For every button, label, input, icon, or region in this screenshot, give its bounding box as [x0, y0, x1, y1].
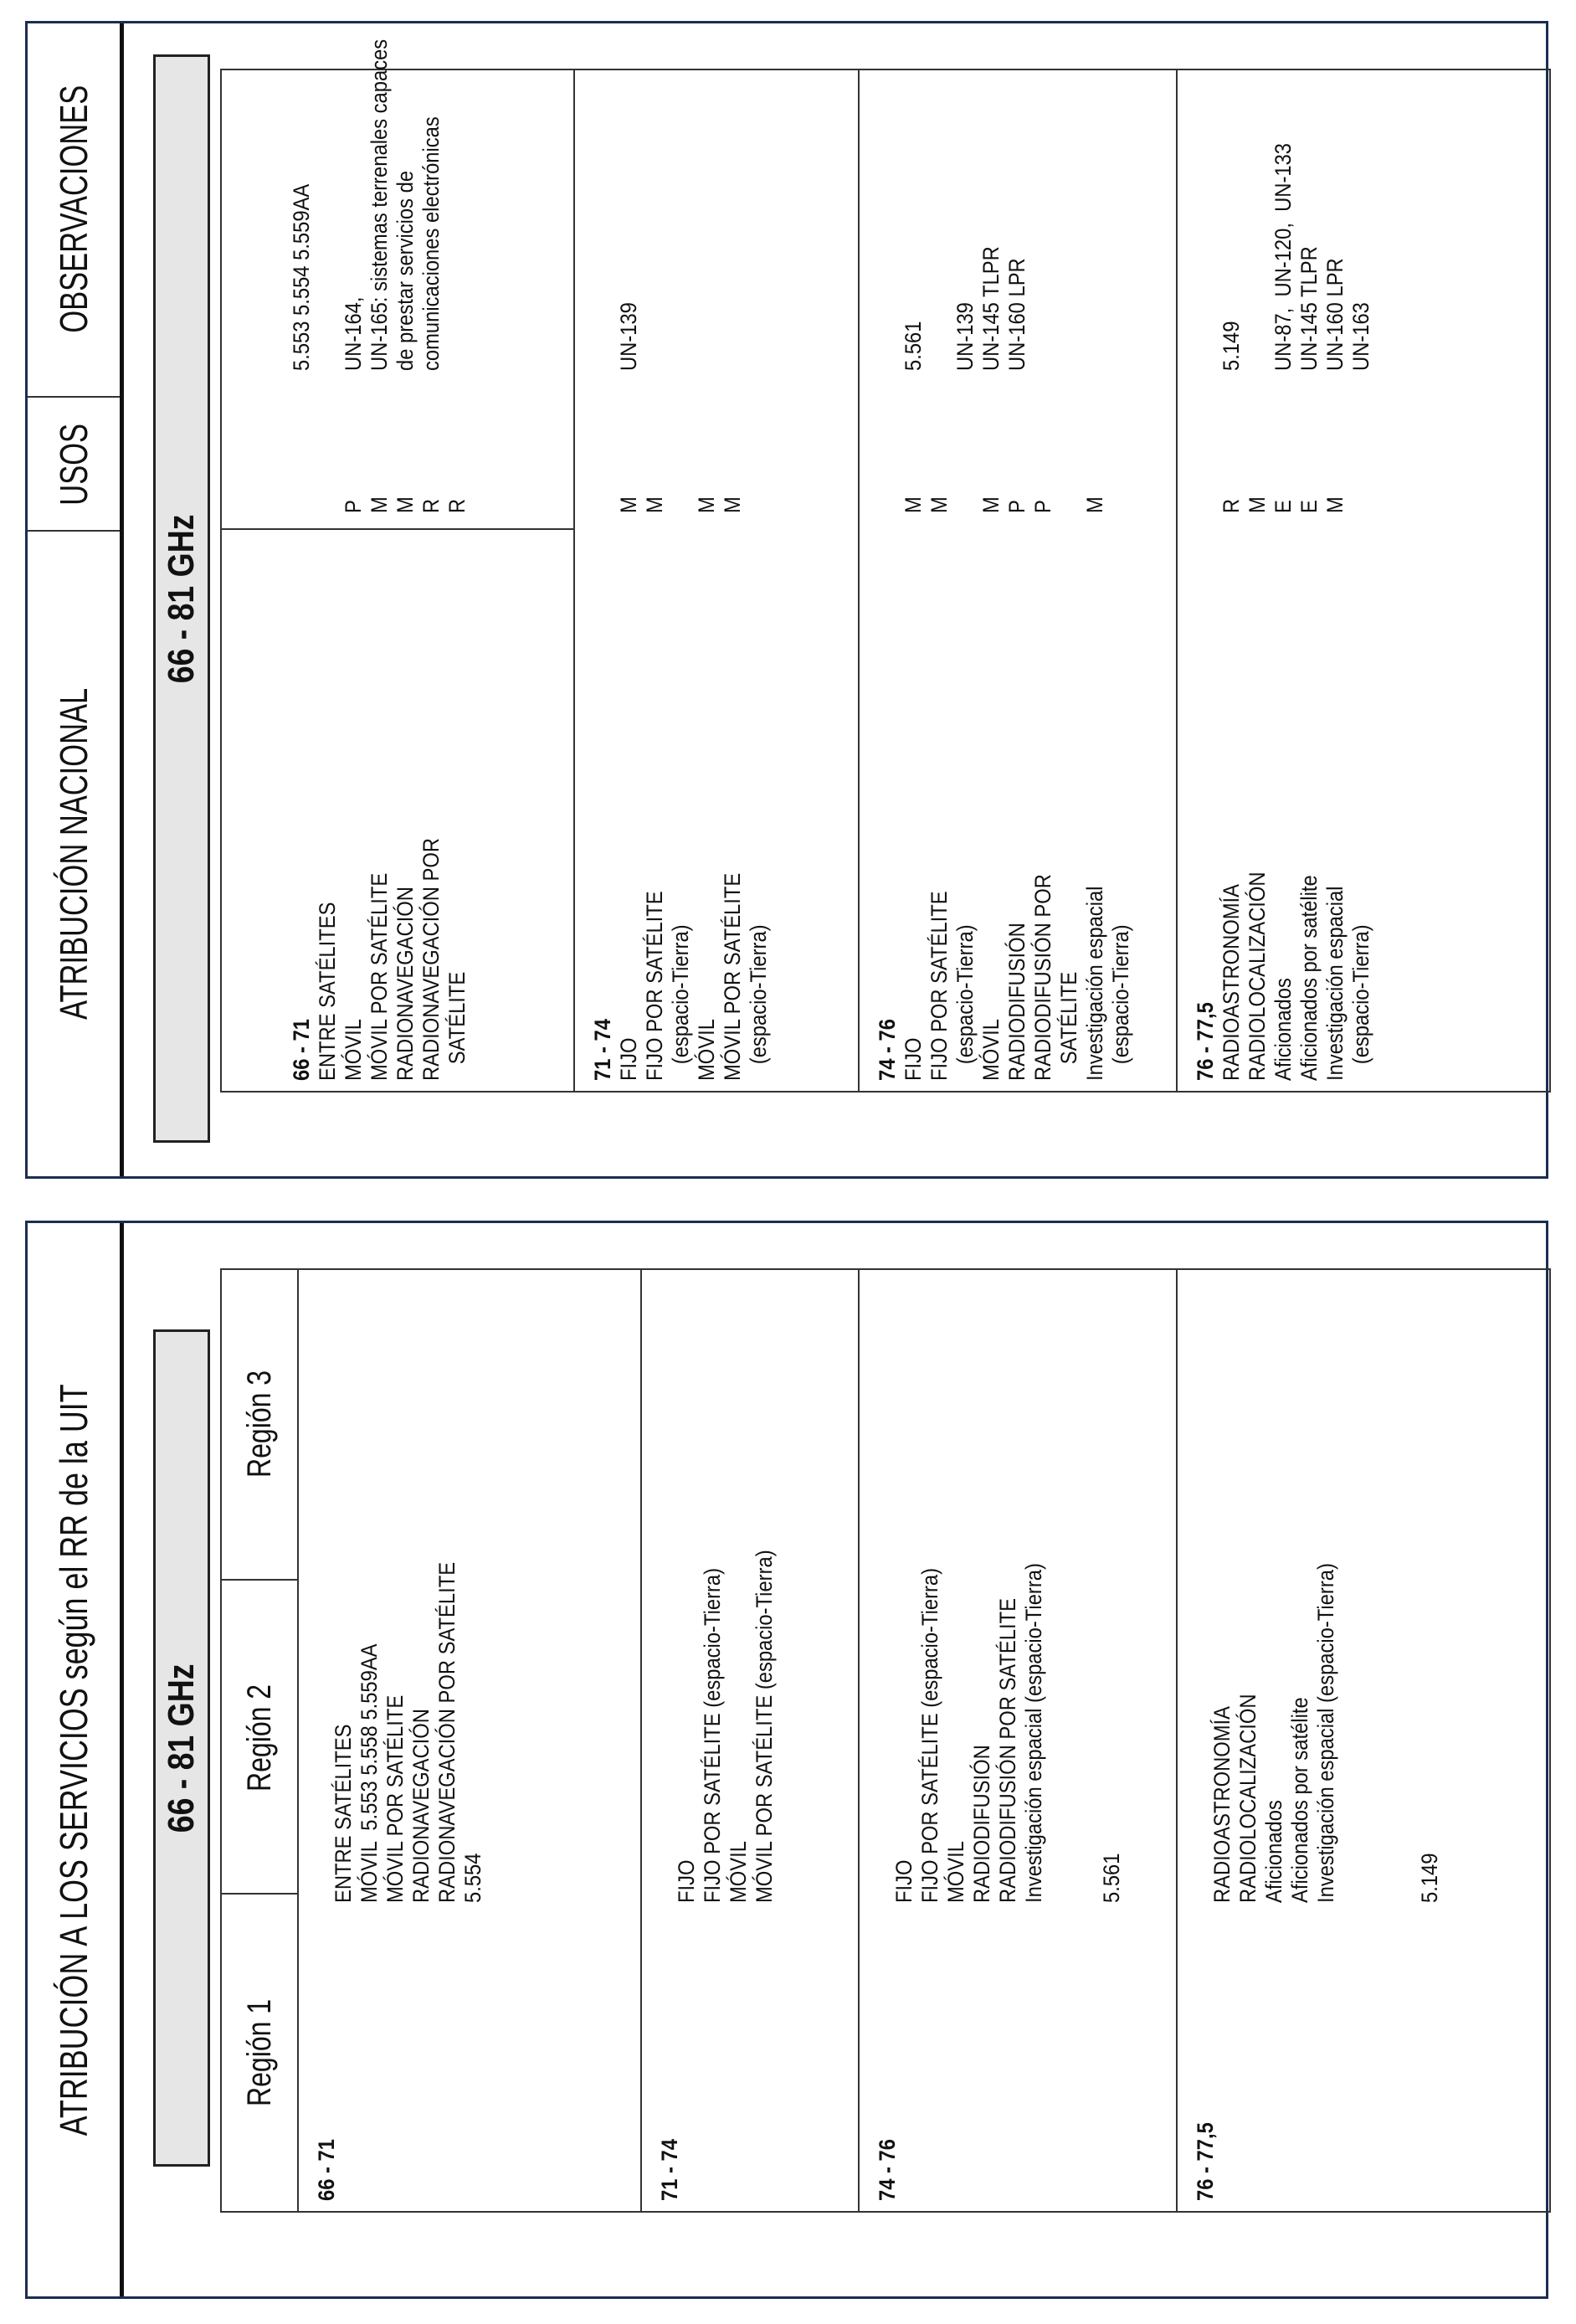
uit-services-71-74 — [674, 1502, 778, 1903]
divider — [120, 23, 124, 1176]
nac-obs-76-77-5 — [1219, 112, 1374, 371]
nac-band-text: 66 - 81 GHz — [161, 514, 202, 683]
nac-band — [153, 54, 210, 1143]
nac-usos-76-77-5 — [1219, 495, 1348, 514]
header-atribucion-text: ATRIBUCIÓN NACIONAL — [52, 687, 95, 1021]
nac-obs-66-71 — [289, 0, 444, 371]
nac-usos-74-76 — [901, 495, 1108, 514]
services-text: RADIOASTRONOMÍA RADIOLOCALIZACIÓN Aficionados Aficionados por satélite Investigación espacial (espacio-Tierra) 5.149 — [1209, 1563, 1442, 1903]
region-3-label: Región 3 — [240, 1370, 278, 1478]
uit-services-76-77-5 — [1209, 1517, 1443, 1903]
nac-obs-71-74 — [616, 293, 642, 371]
divider — [28, 530, 120, 532]
uit-band — [153, 1329, 210, 2167]
uit-panel — [25, 1221, 1548, 2299]
services-text: ENTRE SATÉLITES MÓVIL 5.553 5.558 5.559AA MÓVIL POR SATÉLITE RADIONAVEGACIÓN RADIONAVEGACIÓN POR SATÉLITE 5.554 — [331, 1561, 485, 1903]
range-text: 71 - 74 — [657, 2139, 682, 2201]
divider — [573, 70, 575, 1091]
divider — [222, 1893, 297, 1895]
header-observaciones — [28, 21, 120, 398]
usos-text: P M M R R — [341, 496, 470, 513]
obs-text: 5.553 5.554 5.559AA UN-164, UN-165: sistemas terrenales capaces de prestar servicios de comunicaciones electrónicas — [289, 39, 444, 371]
obs-text: UN-139 — [616, 302, 641, 371]
attr-text: FIJO FIJO POR SATÉLITE (espacio-Tierra) MÓVIL RADIODIFUSIÓN RADIODIFUSIÓN POR SATÉLITE Investigación espacial (espacio-Tierra) — [901, 874, 1133, 1081]
uit-range-76-77-5 — [1193, 2111, 1219, 2201]
uit-services-66-71 — [331, 1515, 486, 1903]
attr-text: FIJO FIJO POR SATÉLITE (espacio-Tierra) MÓVIL MÓVIL POR SATÉLITE (espacio-Tierra) — [616, 872, 771, 1081]
range-text: 76 - 77,5 — [1193, 1002, 1218, 1081]
divider — [858, 70, 860, 1091]
range-text: 74 - 76 — [875, 2139, 900, 2201]
divider — [28, 396, 120, 398]
uit-title — [28, 1223, 120, 2296]
nacional-panel — [25, 21, 1548, 1179]
nac-table — [220, 39, 1551, 1093]
usos-text: M M M M — [616, 496, 745, 513]
region-2-label: Región 2 — [240, 1684, 278, 1792]
services-text: FIJO FIJO POR SATÉLITE (espacio-Tierra) MÓVIL MÓVIL POR SATÉLITE (espacio-Tierra) — [674, 1550, 777, 1903]
obs-text: 5.561 UN-139 UN-145 TLPR UN-160 LPR — [901, 246, 1029, 371]
nac-attr-74-76 — [875, 846, 1134, 1081]
divider — [120, 1223, 124, 2296]
usos-text: M M M P P M — [901, 496, 1107, 513]
divider — [222, 1579, 297, 1581]
range-text: 66 - 71 — [314, 2139, 339, 2201]
nac-usos-66-71 — [341, 495, 470, 514]
uit-range-74-76 — [875, 2131, 901, 2201]
divider — [1176, 1270, 1178, 2211]
header-atribucion — [28, 532, 120, 1176]
region-2-header — [222, 1581, 297, 1895]
nac-usos-71-74 — [616, 495, 746, 514]
uit-services-74-76 — [891, 1517, 1125, 1903]
range-text: 66 - 71 — [289, 1019, 314, 1081]
nac-attr-66-71 — [289, 805, 470, 1081]
header-usos-text: USOS — [52, 424, 95, 506]
region-1-header — [222, 1895, 297, 2211]
uit-range-66-71 — [314, 2131, 340, 2201]
header-observaciones-text: OBSERVACIONES — [52, 85, 95, 333]
nac-attr-76-77-5 — [1193, 843, 1374, 1081]
nac-obs-74-76 — [901, 229, 1030, 371]
usos-text: R M E E M — [1219, 496, 1348, 513]
divider — [858, 1270, 860, 2211]
uit-title-text: ATRIBUCIÓN A LOS SERVICIOS según el RR de la UIT — [52, 1384, 95, 2136]
attr-text: ENTRE SATÉLITES MÓVIL MÓVIL POR SATÉLITE RADIONAVEGACIÓN RADIONAVEGACIÓN POR SATÉLITE — [315, 837, 470, 1081]
attr-text: RADIOASTRONOMÍA RADIOLOCALIZACIÓN Aficionados Aficionados por satélite Investigación espacial (espacio-Tierra) — [1219, 872, 1373, 1081]
uit-band-text: 66 - 81 GHz — [161, 1663, 202, 1833]
range-text: 74 - 76 — [875, 1019, 900, 1081]
range-text: 71 - 74 — [590, 1019, 615, 1081]
nac-attr-71-74 — [590, 845, 772, 1081]
divider — [222, 528, 573, 530]
obs-text: 5.149 UN-87, UN-120, UN-133 UN-145 TLPR UN-160 LPR UN-163 — [1219, 142, 1373, 371]
divider — [297, 1270, 299, 2211]
uit-table — [220, 1268, 1551, 2213]
header-usos — [28, 398, 120, 532]
region-1-label: Región 1 — [240, 1998, 278, 2107]
range-text: 76 - 77,5 — [1193, 2122, 1218, 2201]
region-3-header — [222, 1267, 297, 1581]
divider — [640, 1270, 642, 2211]
uit-range-71-74 — [657, 2131, 683, 2201]
services-text: FIJO FIJO POR SATÉLITE (espacio-Tierra) MÓVIL RADIODIFUSIÓN RADIODIFUSIÓN POR SATÉLITE Investigación espacial (espacio-Tierra) 5.561 — [891, 1563, 1124, 1903]
divider — [1176, 70, 1178, 1091]
